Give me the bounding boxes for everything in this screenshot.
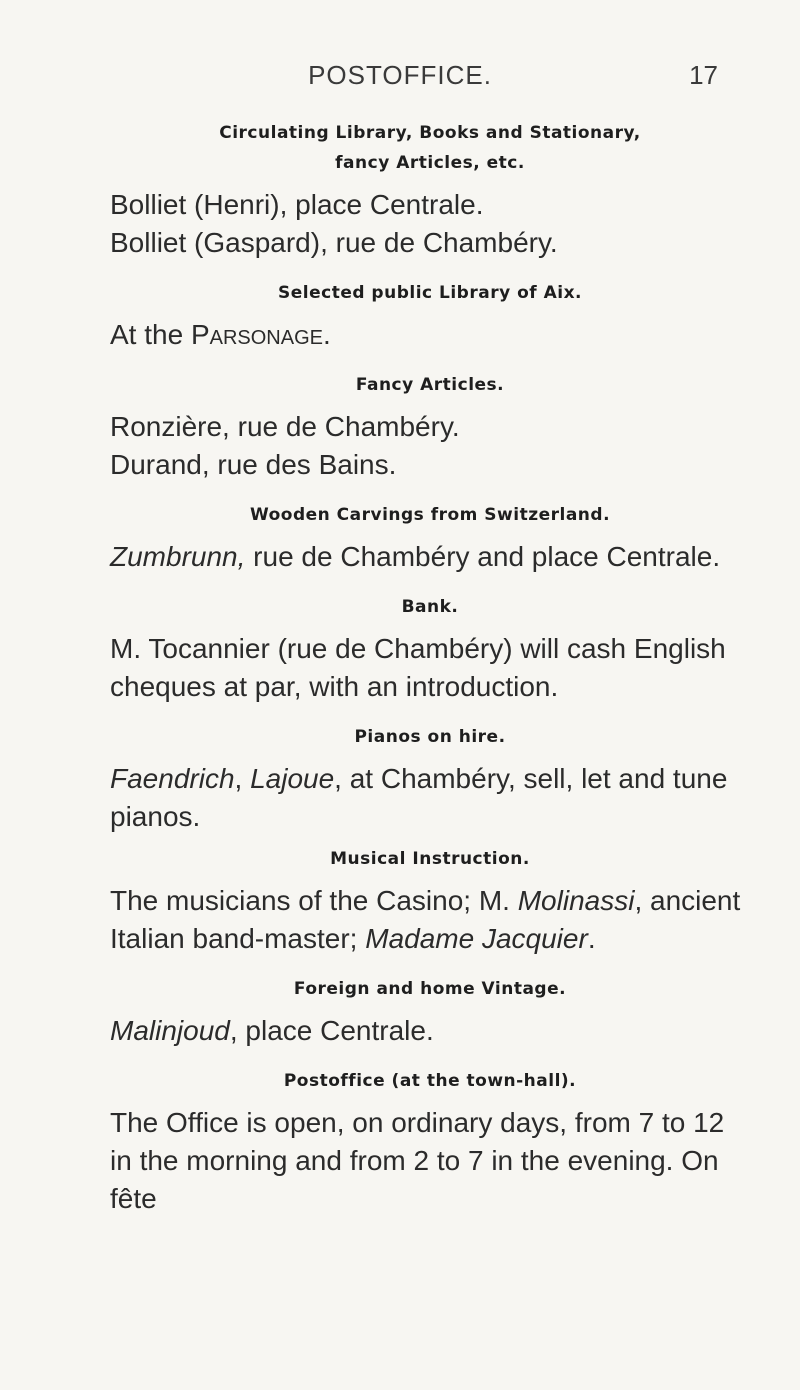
entry-durand: Durand, rue des Bains. bbox=[110, 449, 397, 480]
running-head bbox=[0, 60, 800, 100]
page-number: 17 bbox=[689, 60, 718, 90]
section-heading-library-cont: fancy Articles, etc. bbox=[335, 153, 525, 173]
entry-parsonage bbox=[110, 316, 750, 354]
entry-musicians bbox=[110, 882, 750, 958]
entry-lajoue: Lajoue bbox=[250, 763, 335, 794]
section-heading-wooden-carvings: Wooden Carvings from Switzerland. bbox=[249, 505, 611, 525]
entry-parsonage-prefix: At the bbox=[110, 319, 191, 350]
section-heading-musical: Musical Instruction. bbox=[330, 849, 530, 869]
entry-molinassi: Molinassi bbox=[517, 885, 635, 916]
entry-bolliet-gaspard: Bolliet (Gaspard), rue de Chambéry. bbox=[110, 227, 558, 258]
section-heading-vintage: Foreign and home Vintage. bbox=[293, 979, 567, 999]
section-heading-fancy-articles: Fancy Articles. bbox=[355, 375, 505, 395]
entry-pianos-rest: , at Chambéry, sell, let and tune pianos. bbox=[110, 763, 728, 832]
entry-musicians-part2: , ancient Italian band-master; bbox=[110, 885, 741, 954]
entry-malinjoud-address: , place Centrale. bbox=[229, 1015, 434, 1046]
entry-bolliet-henri: Bolliet (Henri), place Centrale. bbox=[110, 189, 484, 220]
section-heading-bank: Bank. bbox=[401, 597, 459, 617]
entry-faendrich: Faendrich bbox=[110, 763, 235, 794]
entry-zumbrunn-address: rue de Chambéry and place Centrale. bbox=[245, 541, 721, 572]
entry-zumbrunn-name: Zumbrunn, bbox=[110, 541, 246, 572]
entry-zumbrunn bbox=[110, 538, 750, 576]
entry-musicians-part1: The musicians of the Casino; M. bbox=[110, 885, 518, 916]
section-heading-postoffice: Postoffice (at the town-hall). bbox=[283, 1071, 577, 1091]
entry-malinjoud-name: Malinjoud bbox=[110, 1015, 230, 1046]
page-content bbox=[110, 118, 750, 1218]
entry-tocannier: M. Tocannier (rue de Chambéry) will cash English cheques at par, with an introduction. bbox=[110, 633, 726, 702]
entry-pianos-sep: , bbox=[234, 763, 251, 794]
section-heading-public-library: Selected public Library of Aix. bbox=[277, 283, 582, 303]
entry-jacquier: Madame Jacquier bbox=[365, 923, 588, 954]
entry-malinjoud bbox=[110, 1012, 750, 1050]
entry-office-hours: The Office is open, on ordinary days, from 7 to 12 in the morning and from 2 to 7 in the evening. On fête bbox=[110, 1107, 725, 1214]
entry-parsonage-name: Parsonage. bbox=[190, 319, 331, 350]
section-heading-pianos: Pianos on hire. bbox=[354, 727, 506, 747]
section-heading-library: Circulating Library, Books and Stationary, bbox=[219, 123, 641, 143]
entry-musicians-part3: . bbox=[587, 923, 596, 954]
entry-ronziere: Ronzière, rue de Chambéry. bbox=[110, 411, 460, 442]
running-title: POSTOFFICE. bbox=[308, 60, 492, 90]
entry-pianos bbox=[110, 760, 750, 836]
